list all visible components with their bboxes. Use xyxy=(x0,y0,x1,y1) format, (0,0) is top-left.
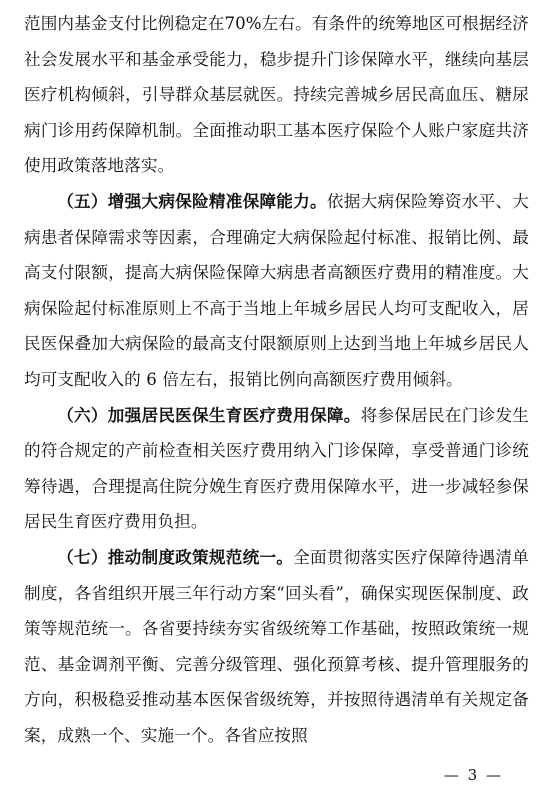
paragraph-text: 全面贯彻落实医疗保障待遇清单制度，各省组织开展三年行动方案“回头看”，确保实现医保制度、政策等规范统一。各省要持续夯实省级统筹工作基础，按照政策统一规范、基金调剂平衡、完善分级管理、强化预算考核、提升管理服务的方向，积极稳妥推动基本医保省级统筹，并按照待遇清单有关规定备案，成熟一个、实施一个。各省应按照 xyxy=(24,547,529,745)
paragraph-text: 将参保居民在门诊发生的符合规定的产前检查相关医疗费用纳入门诊保障，享受普通门诊统筹待遇，合理提高住院分娩生育医疗费用保障水平，进一步减轻参保居民生育医疗费用负担。 xyxy=(24,405,529,532)
section-heading-7: （七）推动制度政策规范统一。 xyxy=(57,547,294,567)
paragraph-policy-standardization xyxy=(24,540,529,754)
paragraph-critical-illness-insurance xyxy=(24,184,529,398)
document-body xyxy=(24,6,529,753)
paragraph-maternity-medical-costs xyxy=(24,398,529,540)
section-heading-6: （六）加强居民医保生育医疗费用保障。 xyxy=(57,405,361,425)
paragraph-text: 范围内基金支付比例稳定在70%左右。有条件的统筹地区可根据经济社会发展水平和基金承受能力，稳步提升门诊保障水平，继续向基层医疗机构倾斜，引导群众基层就医。持续完善城乡居民高血压、糖尿病门诊用药保障机制。全面推动职工基本医疗保险个人账户家庭共济使用政策落地落实。 xyxy=(24,14,529,176)
paragraph-outpatient-continuation xyxy=(24,6,529,184)
page-number: — 3 — xyxy=(443,766,503,784)
paragraph-text: 依据大病保险筹资水平、大病患者保障需求等因素，合理确定大病保险起付标准、报销比例、最高支付限额，提高大病保险保障大病患者高额医疗费用的精准度。大病保险起付标准原则上不高于当地上年城乡居民人均可支配收入，居民医保叠加大病保险的最高支付限额原则上达到当地上年城乡居民人均可支配收入的 6 倍左右，报销比例向高额医疗费用倾斜。 xyxy=(24,191,529,389)
section-heading-5: （五）增强大病保险精准保障能力。 xyxy=(57,191,327,211)
